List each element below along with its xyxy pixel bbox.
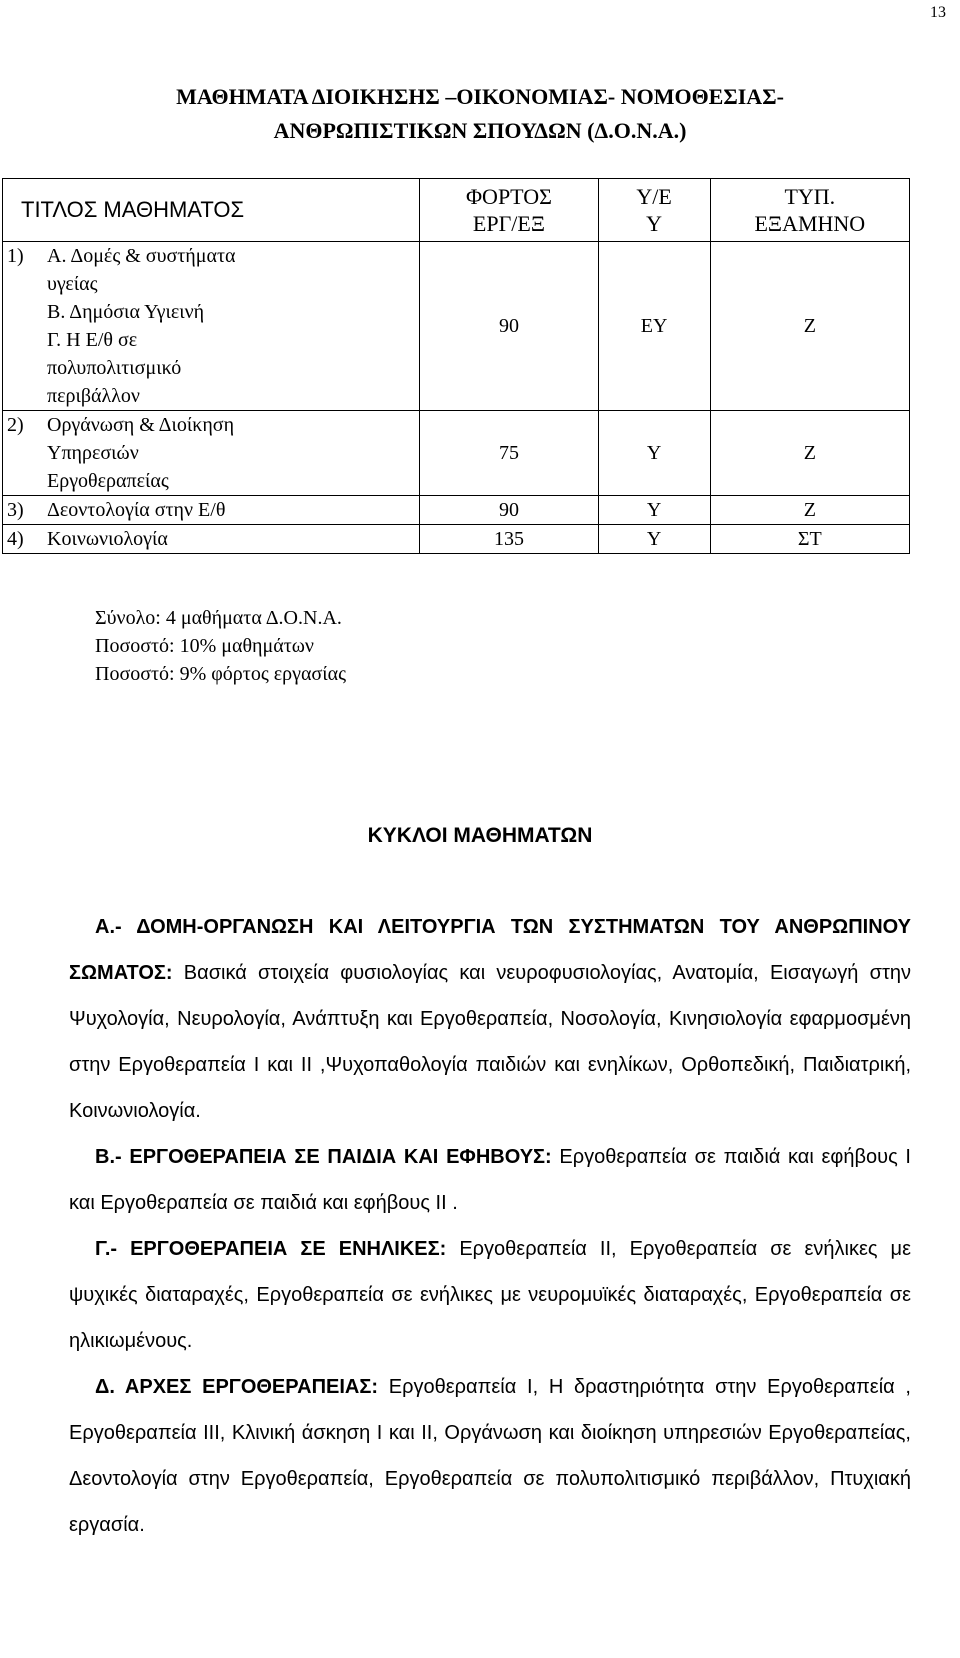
course-number: 3)	[7, 499, 24, 521]
course-name-line: Δεοντολογία στην Ε/θ	[47, 499, 226, 521]
title-line-1: ΜΑΘΗΜΑΤΑ ΔΙΟΙΚΗΣΗΣ –ΟΙΚΟΝΟΜΙΑΣ- ΝΟΜΟΘΕΣΙΑΣ-	[176, 84, 784, 109]
cycle-paragraph	[69, 1364, 911, 1548]
table-row	[3, 525, 910, 554]
summary-percent-courses: Ποσοστό: 10% μαθημάτων	[95, 635, 314, 657]
ye-cell: Υ	[598, 525, 710, 554]
course-name	[47, 242, 419, 410]
course-title-cell	[3, 525, 420, 554]
cycle-heading: Α.- ΔΟΜΗ-ΟΡΓΑΝΩΣΗ ΚΑΙ ΛΕΙΤΟΥΡΓΙΑ ΤΩΝ ΣΥΣΤΗΜΑΤΩΝ ΤΟΥ ΑΝΘΡΩΠΙΝΟΥ ΣΩΜΑΤΟΣ:	[69, 916, 911, 984]
semester-cell: Ζ	[710, 242, 909, 411]
workload-cell: 135	[420, 525, 598, 554]
course-title-cell	[3, 411, 420, 496]
document-title	[0, 80, 960, 148]
header-course-title: ΤΙΤΛΟΣ ΜΑΘΗΜΑΤΟΣ	[3, 179, 420, 242]
cycle-heading: Β.- ΕΡΓΟΘΕΡΑΠΕΙΑ ΣΕ ΠΑΙΔΙΑ ΚΑΙ ΕΦΗΒΟΥΣ:	[95, 1146, 552, 1168]
cycle-paragraph	[69, 1226, 911, 1364]
header-workload-line-2: ΕΡΓ/ΕΞ	[472, 211, 545, 236]
course-number: 1)	[7, 245, 24, 267]
cycle-body: Εργοθεραπεία ΙΙ, Εργοθεραπεία σε ενήλικες με ψυχικές διαταραχές, Εργοθεραπεία σε ενήλικες με νευρομυϊκές διαταραχές, Εργοθεραπεία σε ηλικιωμένους.	[69, 1238, 911, 1352]
header-semester-line-2: ΕΞΑΜΗΝΟ	[754, 211, 866, 236]
ye-cell: ΕΥ	[598, 242, 710, 411]
header-ye-line-2: Υ	[646, 211, 663, 236]
workload-cell: 90	[420, 242, 598, 411]
course-name-line: Οργάνωση & Διοίκηση	[47, 414, 235, 436]
cycle-body: Βασικά στοιχεία φυσιολογίας και νευροφυσιολογίας, Ανατομία, Εισαγωγή στην Ψυχολογία, Νευρολογία, Ανάπτυξη και Εργοθεραπεία, Νοσολογία, Κινησιολογία εφαρμοσμένη στην Εργοθεραπεία Ι και ΙΙ ,Ψυχοπαθολογία παιδιών και ενηλίκων, Ορθοπεδική, Παιδιατρική, Κοινωνιολογία.	[69, 962, 911, 1122]
cycle-heading: Δ. ΑΡΧΕΣ ΕΡΓΟΘΕΡΑΠΕΙΑΣ:	[95, 1376, 379, 1398]
summary-percent-workload: Ποσοστό: 9% φόρτος εργασίας	[95, 663, 346, 685]
title-line-2: ΑΝΘΡΩΠΙΣΤΙΚΩΝ ΣΠΟΥΔΩΝ (Δ.Ο.Ν.Α.)	[273, 118, 687, 143]
course-name-line: Υπηρεσιών	[47, 442, 139, 464]
course-title-cell	[3, 242, 420, 411]
header-workload-line-1: ΦΟΡΤΟΣ	[465, 184, 552, 209]
cycle-paragraph	[69, 904, 911, 1134]
summary	[95, 604, 346, 688]
semester-cell: Ζ	[710, 496, 909, 525]
semester-cell: Ζ	[710, 411, 909, 496]
header-semester-line-1: ΤΥΠ.	[784, 184, 836, 209]
course-name	[47, 525, 419, 553]
table-row	[3, 242, 910, 411]
workload-cell: 75	[420, 411, 598, 496]
header-workload	[420, 179, 598, 242]
ye-cell: Υ	[598, 411, 710, 496]
course-name-line: Γ. Η Ε/θ σε	[47, 329, 138, 351]
header-ye-line-1: Υ/Ε	[636, 184, 672, 209]
semester-cell: ΣΤ	[710, 525, 909, 554]
course-name	[47, 496, 419, 524]
course-name-line: πολυπολιτισμικό	[47, 357, 182, 379]
cycle-heading: Γ.- ΕΡΓΟΘΕΡΑΠΕΙΑ ΣΕ ΕΝΗΛΙΚΕΣ:	[95, 1238, 447, 1260]
summary-total: Σύνολο: 4 μαθήματα Δ.Ο.Ν.Α.	[95, 607, 342, 629]
ye-cell: Υ	[598, 496, 710, 525]
course-name-line: περιβάλλον	[47, 385, 140, 407]
course-name	[47, 411, 419, 495]
table-body	[3, 242, 910, 554]
header-ye	[598, 179, 710, 242]
course-title-cell	[3, 496, 420, 525]
table-row	[3, 496, 910, 525]
courses-table	[2, 178, 910, 554]
course-name-line: Εργοθεραπείας	[47, 470, 169, 492]
course-name-line: υγείας	[47, 273, 98, 295]
cycle-body: Εργοθεραπεία Ι, Η δραστηριότητα στην Εργοθεραπεία , Εργοθεραπεία ΙΙΙ, Κλινική άσκηση Ι και ΙΙ, Οργάνωση και διοίκηση υπηρεσιών Εργοθεραπείας, Δεοντολογία στην Εργοθεραπεία, Εργοθεραπεία σε πολυπολιτισμικό περιβάλλον, Πτυχιακή εργασία.	[69, 1376, 911, 1536]
table-header-row	[3, 179, 910, 242]
cycles-section	[69, 904, 911, 1548]
course-number: 4)	[7, 528, 24, 550]
cycle-paragraph	[69, 1134, 911, 1226]
header-semester	[710, 179, 909, 242]
course-number: 2)	[7, 414, 24, 436]
course-name-line: Κοινωνιολογία	[47, 528, 168, 550]
cycle-body: Εργοθεραπεία σε παιδιά και εφήβους Ι και Εργοθεραπεία σε παιδιά και εφήβους ΙΙ .	[69, 1146, 911, 1214]
course-name-line: Β. Δημόσια Υγιεινή	[47, 301, 205, 323]
cycles-heading: ΚΥΚΛΟΙ ΜΑΘΗΜΑΤΩΝ	[367, 824, 593, 847]
page-number: 13	[930, 4, 946, 21]
course-name-line: Α. Δομές & συστήματα	[47, 245, 236, 267]
table-row	[3, 411, 910, 496]
workload-cell: 90	[420, 496, 598, 525]
